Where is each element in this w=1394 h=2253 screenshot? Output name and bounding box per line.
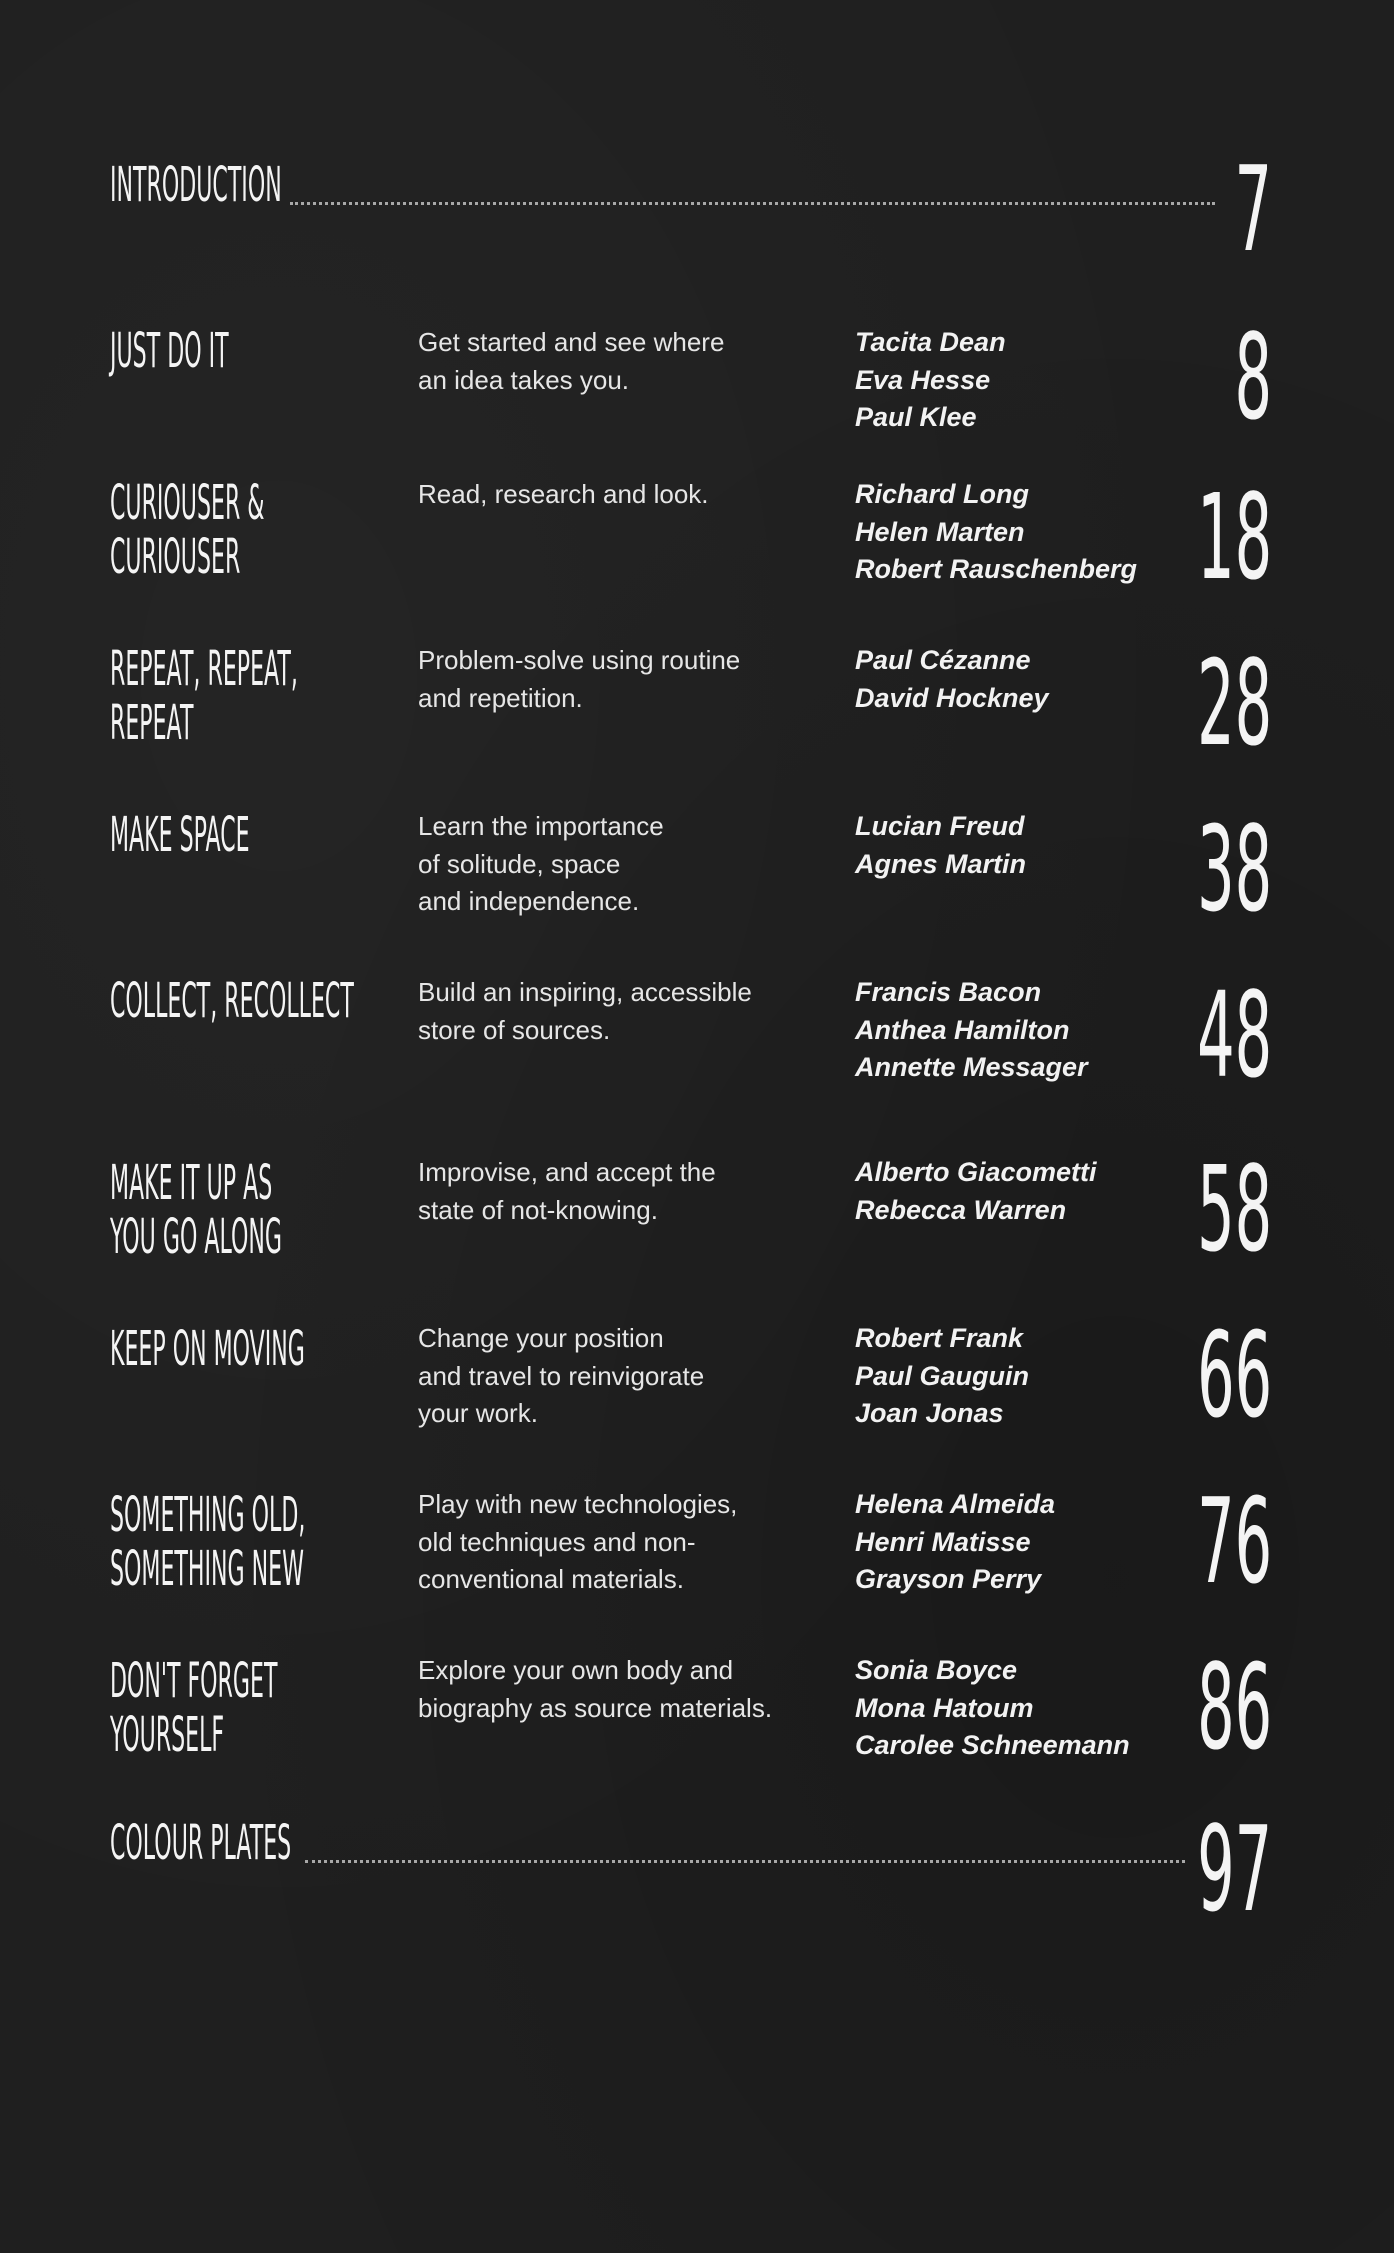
chapter-title: JUST DO IT xyxy=(110,323,229,379)
chapter-page-number: 8 xyxy=(1234,308,1272,446)
chapter-page-number: 48 xyxy=(1196,966,1272,1104)
artist-name: Grayson Perry xyxy=(855,1564,1042,1594)
chapter-title: MAKE SPACE xyxy=(110,807,250,863)
introduction-page-number: 7 xyxy=(1234,140,1272,278)
artist-name: Rebecca Warren xyxy=(855,1194,1067,1225)
chapter-page-number: 86 xyxy=(1196,1638,1272,1776)
chapter-title: DON'T FORGET YOURSELF xyxy=(110,1653,278,1763)
introduction-heading: INTRODUCTION xyxy=(110,157,282,213)
artist-name: David Hockney xyxy=(855,682,1049,713)
artist-name: Joan Jonas xyxy=(855,1398,1004,1428)
chapter-page-number: 76 xyxy=(1196,1472,1272,1610)
colour-plates-page-number: 97 xyxy=(1196,1800,1272,1938)
artist-name: Paul Klee xyxy=(855,402,977,432)
colour-plates-leader-dots xyxy=(305,1860,1185,1863)
artist-name: Lucian Freud xyxy=(855,811,1025,841)
artist-name: Annette Messager xyxy=(855,1052,1088,1082)
artist-name: Helena Almeida xyxy=(855,1489,1056,1519)
artist-name: Anthea Hamilton xyxy=(855,1014,1070,1045)
chapter-title: MAKE IT UP AS YOU GO ALONG xyxy=(110,1155,282,1265)
chapter-description: Problem-solve using routine and repetition. xyxy=(418,645,741,713)
introduction-leader-dots xyxy=(290,202,1215,205)
artist-list xyxy=(855,974,1185,1087)
artist-list xyxy=(855,476,1185,589)
chapter-title: CURIOUSER & CURIOUSER xyxy=(110,475,265,585)
chapter-description: Read, research and look. xyxy=(418,479,709,509)
artist-name: Helen Marten xyxy=(855,516,1025,547)
artist-list xyxy=(855,1154,1185,1229)
artist-name: Henri Matisse xyxy=(855,1526,1031,1557)
chapter-description: Explore your own body and biography as source materials. xyxy=(418,1655,773,1723)
artist-list xyxy=(855,1652,1185,1765)
artist-list xyxy=(855,1486,1185,1599)
artist-name: Mona Hatoum xyxy=(855,1692,1034,1723)
artist-name: Francis Bacon xyxy=(855,977,1042,1007)
artist-list xyxy=(855,808,1185,883)
artist-list xyxy=(855,1320,1185,1433)
colour-plates-heading: COLOUR PLATES xyxy=(110,1815,292,1871)
artist-name: Tacita Dean xyxy=(855,327,1006,357)
chapter-title: SOMETHING OLD, SOMETHING NEW xyxy=(110,1487,306,1597)
artist-name: Richard Long xyxy=(855,479,1029,509)
artist-name: Robert Frank xyxy=(855,1323,1024,1353)
chapter-page-number: 38 xyxy=(1196,800,1272,938)
artist-list xyxy=(855,642,1185,717)
chapter-description: Get started and see where an idea takes you. xyxy=(418,327,725,395)
chapter-page-number: 66 xyxy=(1196,1306,1272,1444)
artist-name: Carolee Schneemann xyxy=(855,1730,1130,1760)
artist-name: Alberto Giacometti xyxy=(855,1157,1097,1187)
chapter-description: Improvise, and accept the state of not-knowing. xyxy=(418,1157,716,1225)
chapter-description: Change your position and travel to reinvigorate your work. xyxy=(418,1323,705,1428)
chapter-description: Learn the importance of solitude, space and independence. xyxy=(418,811,664,916)
artist-name: Paul Gauguin xyxy=(855,1360,1030,1391)
artist-name: Sonia Boyce xyxy=(855,1655,1018,1685)
artist-name: Agnes Martin xyxy=(855,848,1027,879)
artist-name: Paul Cézanne xyxy=(855,645,1031,675)
chapter-page-number: 18 xyxy=(1196,468,1272,606)
chapter-page-number: 58 xyxy=(1196,1140,1272,1278)
chapter-title: KEEP ON MOVING xyxy=(110,1321,305,1377)
chapter-title: COLLECT, RECOLLECT xyxy=(110,973,354,1029)
chapter-page-number: 28 xyxy=(1196,634,1272,772)
artist-name: Robert Rauschenberg xyxy=(855,554,1138,584)
artist-name: Eva Hesse xyxy=(855,364,991,395)
chapter-description: Build an inspiring, accessible store of sources. xyxy=(418,977,752,1045)
artist-list xyxy=(855,324,1185,437)
chapter-title: REPEAT, REPEAT, REPEAT xyxy=(110,641,298,751)
chapter-description: Play with new technologies, old techniques and non- conventional materials. xyxy=(418,1489,738,1594)
